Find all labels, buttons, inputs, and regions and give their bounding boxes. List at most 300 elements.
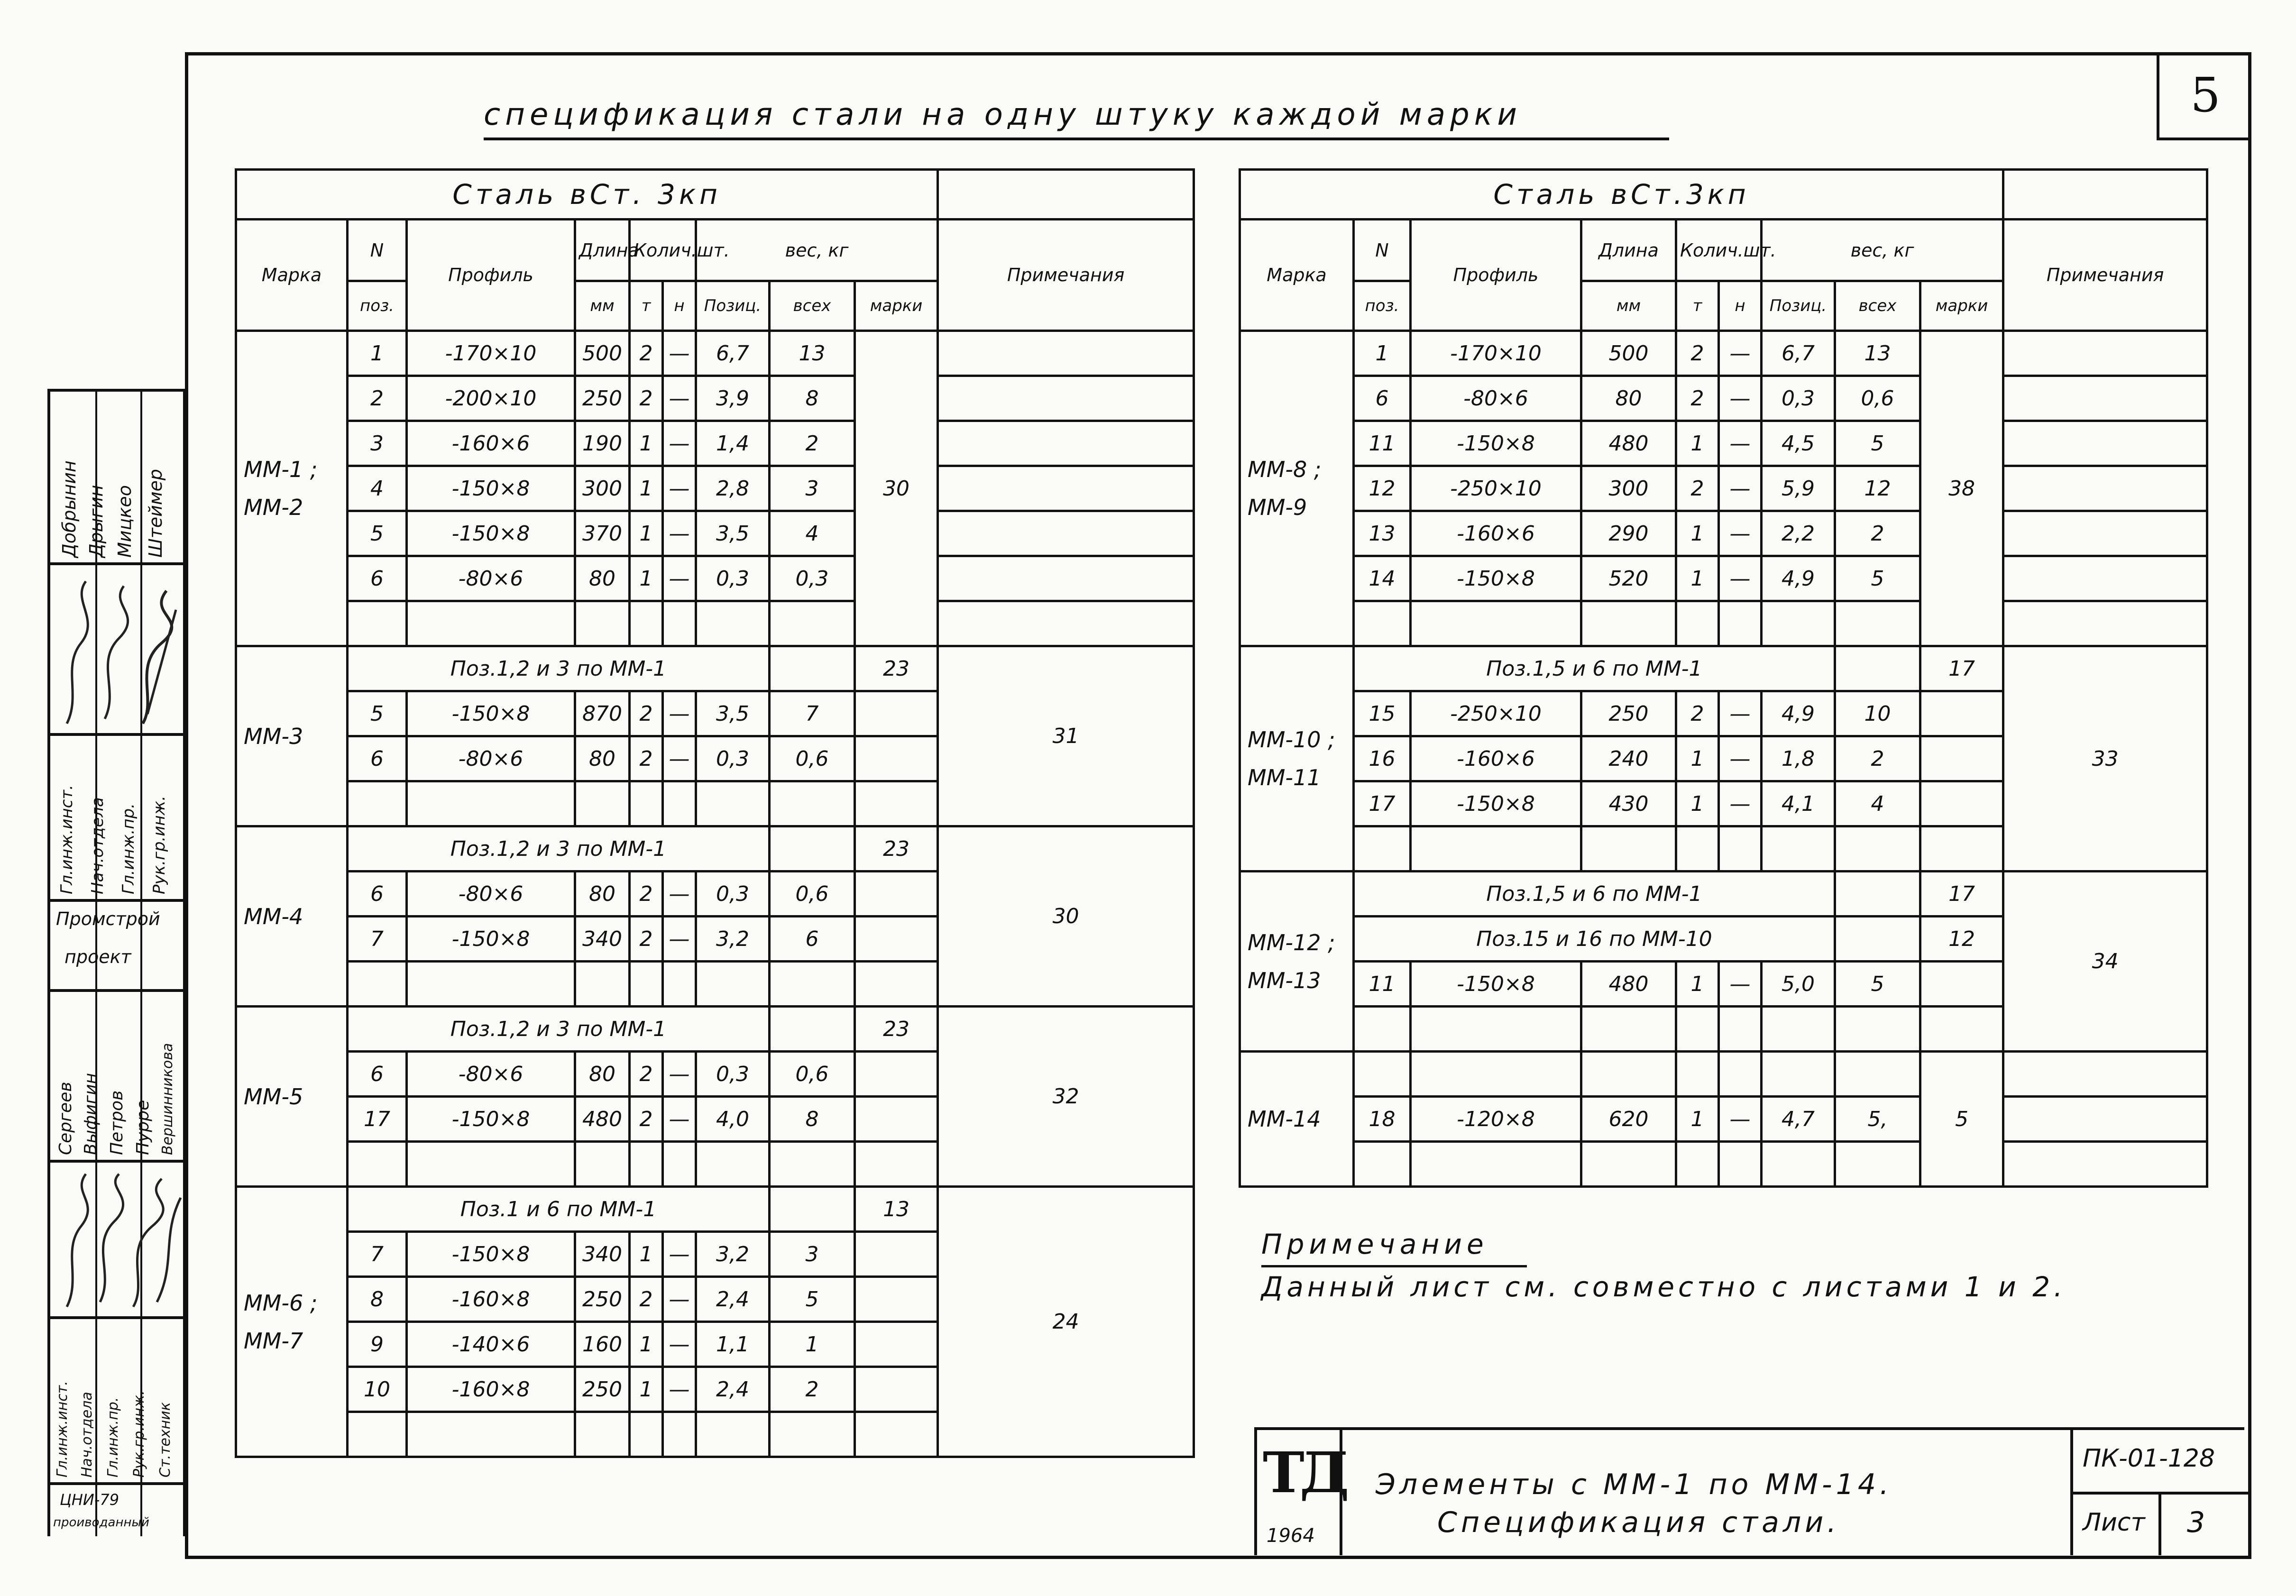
- reference-cell: Поз.15 и 16 по ММ-10: [1354, 917, 1835, 962]
- weight-all: 5: [1835, 556, 1920, 601]
- pos-number: 1: [1354, 331, 1411, 376]
- blank-cell: [630, 601, 663, 646]
- qty-h: —: [1719, 466, 1762, 511]
- blank-cell: [770, 962, 855, 1007]
- weight-all: 2: [1835, 736, 1920, 781]
- qty-h: —: [663, 376, 696, 421]
- table-row: [236, 826, 1194, 871]
- sheet-value: 3: [2187, 1506, 2205, 1539]
- marka-total: 30: [938, 826, 1194, 1007]
- weight-all: 5,: [1835, 1097, 1920, 1142]
- table-row: [1240, 1097, 2207, 1142]
- pos-number: 18: [1354, 1097, 1411, 1142]
- profile: -150×8: [1411, 781, 1581, 826]
- weight-pos: 5,9: [1762, 466, 1835, 511]
- blank-cell: [575, 781, 630, 826]
- qty-h: —: [663, 511, 696, 556]
- weight-all: 2: [1835, 511, 1920, 556]
- role-bottom-2: Нач.отдела: [79, 1392, 95, 1477]
- note-cell: [2003, 466, 2207, 511]
- note-cell: [938, 511, 1194, 556]
- blank-cell: [630, 1412, 663, 1457]
- profile: -150×8: [1411, 962, 1581, 1007]
- right-spec-table: [1239, 168, 2208, 1188]
- blank-cell: [1835, 826, 1920, 871]
- weight-all: 2: [770, 421, 855, 466]
- weight-all: 12: [1835, 466, 1920, 511]
- table-row: [236, 376, 1194, 421]
- length: 480: [1581, 421, 1676, 466]
- blank-cell: [770, 1412, 855, 1457]
- note-cell: [855, 1277, 938, 1322]
- weight-pos: 4,1: [1762, 781, 1835, 826]
- header-pos: [348, 220, 407, 281]
- qty-h: —: [663, 421, 696, 466]
- ref-weight: 17: [1920, 871, 2003, 917]
- role-bottom-4: Рук.гр.инж.: [131, 1390, 147, 1477]
- length: 500: [1581, 331, 1676, 376]
- weight-pos: 2,4: [696, 1367, 770, 1412]
- ref-weight: 23: [855, 1007, 938, 1052]
- weight-all: 5: [1835, 421, 1920, 466]
- qty-h: —: [663, 1232, 696, 1277]
- qty-h: —: [663, 1367, 696, 1412]
- table-row: [1240, 871, 2207, 917]
- profile: -160×6: [407, 421, 575, 466]
- signature-block: [47, 389, 186, 1536]
- header-all-weight: всех: [1835, 281, 1920, 331]
- role-top-1: Гл.инж.инст.: [57, 785, 76, 894]
- qty-t: 2: [1676, 376, 1719, 421]
- blank-cell: [770, 601, 855, 646]
- pos-number: 6: [1354, 376, 1411, 421]
- blank-cell: [407, 601, 575, 646]
- blank-cell: [407, 781, 575, 826]
- ref-blank: [770, 1007, 855, 1052]
- note-cell: [2003, 1097, 2207, 1142]
- profile: -150×8: [407, 1232, 575, 1277]
- qty-t: 2: [630, 871, 663, 917]
- blank-cell: [1581, 1142, 1676, 1187]
- weight-all: 0,3: [770, 556, 855, 601]
- weight-pos: 0,3: [696, 1052, 770, 1097]
- reference-cell: Поз.1 и 6 по ММ-1: [348, 1187, 770, 1232]
- header-profile: Профиль: [407, 220, 575, 331]
- signatures-top: [53, 572, 185, 728]
- length: 240: [1581, 736, 1676, 781]
- note-cell: [1920, 781, 2003, 826]
- note-cell: [855, 691, 938, 736]
- qty-h: —: [663, 331, 696, 376]
- table-row: [236, 601, 1194, 646]
- role-top-2: Нач.отдела: [88, 797, 107, 894]
- note-cell: [938, 601, 1194, 646]
- blank-cell: [1762, 1142, 1835, 1187]
- note-cell: [2003, 331, 2207, 376]
- header-qty: Колич.шт.: [630, 220, 696, 281]
- blank-cell: [407, 1142, 575, 1187]
- length: 290: [1581, 511, 1676, 556]
- header-marki: марки: [1920, 281, 2003, 331]
- blank-cell: [1762, 826, 1835, 871]
- note-cell: [1920, 736, 2003, 781]
- pos-number: 8: [348, 1277, 407, 1322]
- profile: -170×10: [407, 331, 575, 376]
- length: 250: [1581, 691, 1676, 736]
- length: 250: [575, 1277, 630, 1322]
- marka-total: 5: [1920, 1052, 2003, 1187]
- sheet-divider: [2158, 1492, 2161, 1555]
- qty-t: 1: [630, 556, 663, 601]
- qty-t: 1: [630, 511, 663, 556]
- note-underline: [1261, 1265, 1527, 1267]
- reference-cell: Поз.1,5 и 6 по ММ-1: [1354, 871, 1835, 917]
- marka-cell: ММ-8 ; ММ-9: [1240, 331, 1354, 646]
- table-row: [1240, 556, 2207, 601]
- table-row: [236, 556, 1194, 601]
- marka-cell: ММ-12 ; ММ-13: [1240, 871, 1354, 1052]
- title-block: [1254, 1427, 2244, 1555]
- blank-cell: [663, 781, 696, 826]
- note-cell: [855, 1097, 938, 1142]
- profile: -80×6: [1411, 376, 1581, 421]
- pos-number: 17: [348, 1097, 407, 1142]
- blank-cell: [1581, 601, 1676, 646]
- table-row: [1240, 511, 2207, 556]
- td-logo: ТД: [1263, 1440, 1345, 1505]
- note-cell: [938, 421, 1194, 466]
- ref-blank: [1835, 646, 1920, 691]
- ref-weight: 17: [1920, 646, 2003, 691]
- blank-cell: [1411, 1007, 1581, 1052]
- name-bottom-1: Сергеев: [56, 1082, 75, 1155]
- profile: -140×6: [407, 1322, 575, 1367]
- qty-t: 1: [630, 421, 663, 466]
- ref-weight: 12: [1920, 917, 2003, 962]
- weight-pos: 3,2: [696, 917, 770, 962]
- blank-cell: [663, 1412, 696, 1457]
- name-bottom-5: Вершинникова: [159, 1043, 176, 1155]
- footer-1: ЦНИ-79: [60, 1491, 119, 1509]
- weight-all: 3: [770, 466, 855, 511]
- sig-hrule-3: [50, 899, 183, 902]
- qty-t: 1: [1676, 421, 1719, 466]
- weight-pos: 2,2: [1762, 511, 1835, 556]
- blank-cell: [1719, 826, 1762, 871]
- length: 250: [575, 1367, 630, 1412]
- blank-cell: [1835, 1052, 1920, 1097]
- qty-t: 2: [630, 917, 663, 962]
- header-weight: вес, кг: [1762, 220, 2003, 281]
- profile: -200×10: [407, 376, 575, 421]
- role-bottom-1: Гл.инж.инст.: [54, 1381, 71, 1477]
- blank-cell: [663, 601, 696, 646]
- sheet-title: спецификация стали на одну штуку каждой марки: [484, 97, 1522, 132]
- table-row: [1240, 376, 2207, 421]
- reference-cell: Поз.1,2 и 3 по ММ-1: [348, 1007, 770, 1052]
- length: 160: [575, 1322, 630, 1367]
- weight-all: 3: [770, 1232, 855, 1277]
- role-top-4: Рук.гр.инж.: [150, 796, 169, 894]
- header-profile: Профиль: [1411, 220, 1581, 331]
- note-cell: [2003, 556, 2207, 601]
- profile: -150×8: [1411, 556, 1581, 601]
- note-cell: [2003, 1052, 2207, 1097]
- qty-t: 1: [1676, 511, 1719, 556]
- blank-cell: [575, 601, 630, 646]
- pos-number: 1: [348, 331, 407, 376]
- qty-h: —: [1719, 962, 1762, 1007]
- pos-number: 3: [348, 421, 407, 466]
- length: 80: [1581, 376, 1676, 421]
- header-n: N: [370, 239, 384, 261]
- length: 300: [575, 466, 630, 511]
- weight-pos: 4,9: [1762, 556, 1835, 601]
- header-t: т: [630, 281, 663, 331]
- marka-total: 38: [1920, 331, 2003, 646]
- role-bottom-5: Ст.техник: [157, 1402, 174, 1477]
- pos-number: 9: [348, 1322, 407, 1367]
- profile: -250×10: [1411, 691, 1581, 736]
- blank-cell: [1411, 826, 1581, 871]
- qty-h: —: [1719, 691, 1762, 736]
- header-poz-weight: Позиц.: [696, 281, 770, 331]
- name-bottom-3: Петров: [107, 1090, 127, 1155]
- steel-grade-blank: [938, 170, 1194, 220]
- weight-pos: 3,2: [696, 1232, 770, 1277]
- sig-hrule-2: [50, 733, 183, 736]
- qty-h: —: [1719, 556, 1762, 601]
- length: 250: [575, 376, 630, 421]
- weight-pos: 5,0: [1762, 962, 1835, 1007]
- logo-box: [1257, 1430, 1345, 1555]
- marka-cell: ММ-6 ; ММ-7: [236, 1187, 348, 1457]
- pos-number: 6: [348, 736, 407, 781]
- note-cell: [1920, 962, 2003, 1007]
- profile: -120×8: [1411, 1097, 1581, 1142]
- header-weight: вес, кг: [696, 220, 938, 281]
- name-bottom-4: Пурре: [133, 1100, 153, 1155]
- qty-t: 1: [1676, 962, 1719, 1007]
- profile: -150×8: [407, 691, 575, 736]
- blank-cell: [407, 1412, 575, 1457]
- weight-pos: 3,9: [696, 376, 770, 421]
- blank-cell: [348, 781, 407, 826]
- qty-t: 2: [630, 736, 663, 781]
- profile: -80×6: [407, 1052, 575, 1097]
- header-row-1: [236, 220, 1194, 281]
- qty-h: —: [663, 1097, 696, 1142]
- blank-cell: [630, 1142, 663, 1187]
- pos-number: 12: [1354, 466, 1411, 511]
- header-marka: Марка: [236, 220, 348, 331]
- marka-cell: ММ-3: [236, 646, 348, 826]
- blank-cell: [348, 601, 407, 646]
- length: 190: [575, 421, 630, 466]
- blank-cell: [1411, 1052, 1581, 1097]
- marka-cell: ММ-14: [1240, 1052, 1354, 1187]
- qty-t: 1: [630, 466, 663, 511]
- weight-pos: 4,7: [1762, 1097, 1835, 1142]
- note-cell: [855, 1322, 938, 1367]
- pos-number: 15: [1354, 691, 1411, 736]
- blank-cell: [1762, 601, 1835, 646]
- blank-cell: [575, 962, 630, 1007]
- qty-h: —: [1719, 1097, 1762, 1142]
- profile: -80×6: [407, 556, 575, 601]
- qty-t: 2: [630, 1052, 663, 1097]
- note-cell: [938, 466, 1194, 511]
- stamp-caption-line2: Спецификация стали.: [1437, 1506, 1840, 1539]
- blank-cell: [1354, 601, 1411, 646]
- weight-pos: 1,4: [696, 421, 770, 466]
- reference-cell: Поз.1,2 и 3 по ММ-1: [348, 646, 770, 691]
- length: 80: [575, 556, 630, 601]
- blank-cell: [1676, 1007, 1719, 1052]
- role-top-3: Гл.инж.пр.: [119, 803, 138, 894]
- note-cell: [855, 1142, 938, 1187]
- weight-pos: 6,7: [1762, 331, 1835, 376]
- blank-cell: [1411, 1142, 1581, 1187]
- qty-t: 2: [630, 691, 663, 736]
- marka-total: 34: [2003, 871, 2207, 1052]
- weight-pos: 4,0: [696, 1097, 770, 1142]
- note-cell: [2003, 421, 2207, 466]
- blank-cell: [1835, 1007, 1920, 1052]
- header-all-weight: всех: [770, 281, 855, 331]
- name-top-2: Дрыгин: [86, 485, 107, 558]
- note-cell: [938, 376, 1194, 421]
- pos-number: 6: [348, 871, 407, 917]
- blank-cell: [1676, 1142, 1719, 1187]
- qty-t: 1: [1676, 1097, 1719, 1142]
- qty-t: 1: [630, 1367, 663, 1412]
- weight-pos: 2,8: [696, 466, 770, 511]
- weight-all: 5: [1835, 962, 1920, 1007]
- role-bottom-3: Гл.инж.пр.: [105, 1397, 121, 1477]
- blank-cell: [1354, 826, 1411, 871]
- marka-cell: ММ-10 ; ММ-11: [1240, 646, 1354, 871]
- weight-pos: 3,5: [696, 511, 770, 556]
- blank-cell: [1762, 1007, 1835, 1052]
- stamp-caption-line1: Элементы с ММ-1 по ММ-14.: [1376, 1468, 1893, 1501]
- marka-cell: ММ-4: [236, 826, 348, 1007]
- profile: -160×6: [1411, 736, 1581, 781]
- length: 500: [575, 331, 630, 376]
- header-h: н: [663, 281, 696, 331]
- table-row: [236, 511, 1194, 556]
- ref-blank: [770, 646, 855, 691]
- note-title: Примечание: [1261, 1228, 1488, 1260]
- pos-number: 6: [348, 556, 407, 601]
- sheet-number: 5: [2157, 52, 2251, 140]
- table-row: [1240, 1142, 2207, 1187]
- table-row: [1240, 421, 2207, 466]
- weight-pos: 0,3: [1762, 376, 1835, 421]
- marka-total: 31: [938, 646, 1194, 826]
- header-marka: Марка: [1240, 220, 1354, 331]
- length: 340: [575, 917, 630, 962]
- table-row: [1240, 646, 2207, 691]
- profile: -250×10: [1411, 466, 1581, 511]
- weight-all: 0,6: [770, 736, 855, 781]
- ref-blank: [770, 1187, 855, 1232]
- weight-pos: 4,9: [1762, 691, 1835, 736]
- blank-cell: [348, 1412, 407, 1457]
- header-length: Длина: [1581, 220, 1676, 281]
- ref-weight: 13: [855, 1187, 938, 1232]
- sig-hrule-4: [50, 989, 183, 992]
- qty-h: —: [1719, 421, 1762, 466]
- blank-cell: [1354, 1052, 1411, 1097]
- name-top-3: Мицкео: [114, 485, 135, 558]
- blank-cell: [1676, 1052, 1719, 1097]
- pos-number: 2: [348, 376, 407, 421]
- code-divider: [2073, 1492, 2250, 1495]
- table-row: [236, 331, 1194, 376]
- sig-hrule-7: [50, 1482, 183, 1485]
- qty-h: —: [1719, 781, 1762, 826]
- pos-number: 6: [348, 1052, 407, 1097]
- blank-cell: [575, 1412, 630, 1457]
- pos-number: 11: [1354, 962, 1411, 1007]
- qty-t: 1: [630, 1322, 663, 1367]
- blank-cell: [1354, 1007, 1411, 1052]
- ref-weight: 23: [855, 646, 938, 691]
- profile: -150×8: [407, 917, 575, 962]
- header-mm: мм: [1581, 281, 1676, 331]
- blank-cell: [575, 1142, 630, 1187]
- table-row: [236, 1187, 1194, 1232]
- weight-pos: 3,5: [696, 691, 770, 736]
- pos-number: 14: [1354, 556, 1411, 601]
- table-row: [236, 646, 1194, 691]
- steel-grade-row: [1240, 170, 2207, 220]
- weight-all: 0,6: [1835, 376, 1920, 421]
- qty-t: 2: [630, 1277, 663, 1322]
- name-bottom-2: Выфигин: [81, 1073, 101, 1155]
- blank-cell: [1835, 601, 1920, 646]
- blank-cell: [1354, 1142, 1411, 1187]
- length: 370: [575, 511, 630, 556]
- blank-cell: [1719, 1142, 1762, 1187]
- qty-t: 2: [1676, 466, 1719, 511]
- profile: -150×8: [1411, 421, 1581, 466]
- left-spec-table: [235, 168, 1195, 1458]
- profile: -80×6: [407, 736, 575, 781]
- reference-cell: Поз.1,5 и 6 по ММ-1: [1354, 646, 1835, 691]
- note-cell: [855, 781, 938, 826]
- title-underline: [484, 138, 1669, 140]
- note-cell: [855, 1232, 938, 1277]
- code-box: [2070, 1430, 2247, 1555]
- org-line-2: проект: [64, 946, 131, 967]
- org-line-1: Промстрой: [56, 908, 160, 929]
- sig-hrule-6: [50, 1316, 183, 1319]
- name-top-1: Добрынин: [59, 460, 80, 558]
- blank-cell: [630, 781, 663, 826]
- note-text: Данный лист см. совместно с листами 1 и 2.: [1261, 1271, 2066, 1303]
- weight-all: 6: [770, 917, 855, 962]
- qty-t: 2: [630, 1097, 663, 1142]
- qty-h: —: [663, 736, 696, 781]
- marka-cell: ММ-5: [236, 1007, 348, 1187]
- blank-cell: [696, 962, 770, 1007]
- blank-cell: [348, 962, 407, 1007]
- qty-h: —: [1719, 331, 1762, 376]
- length: 870: [575, 691, 630, 736]
- table-row: [236, 421, 1194, 466]
